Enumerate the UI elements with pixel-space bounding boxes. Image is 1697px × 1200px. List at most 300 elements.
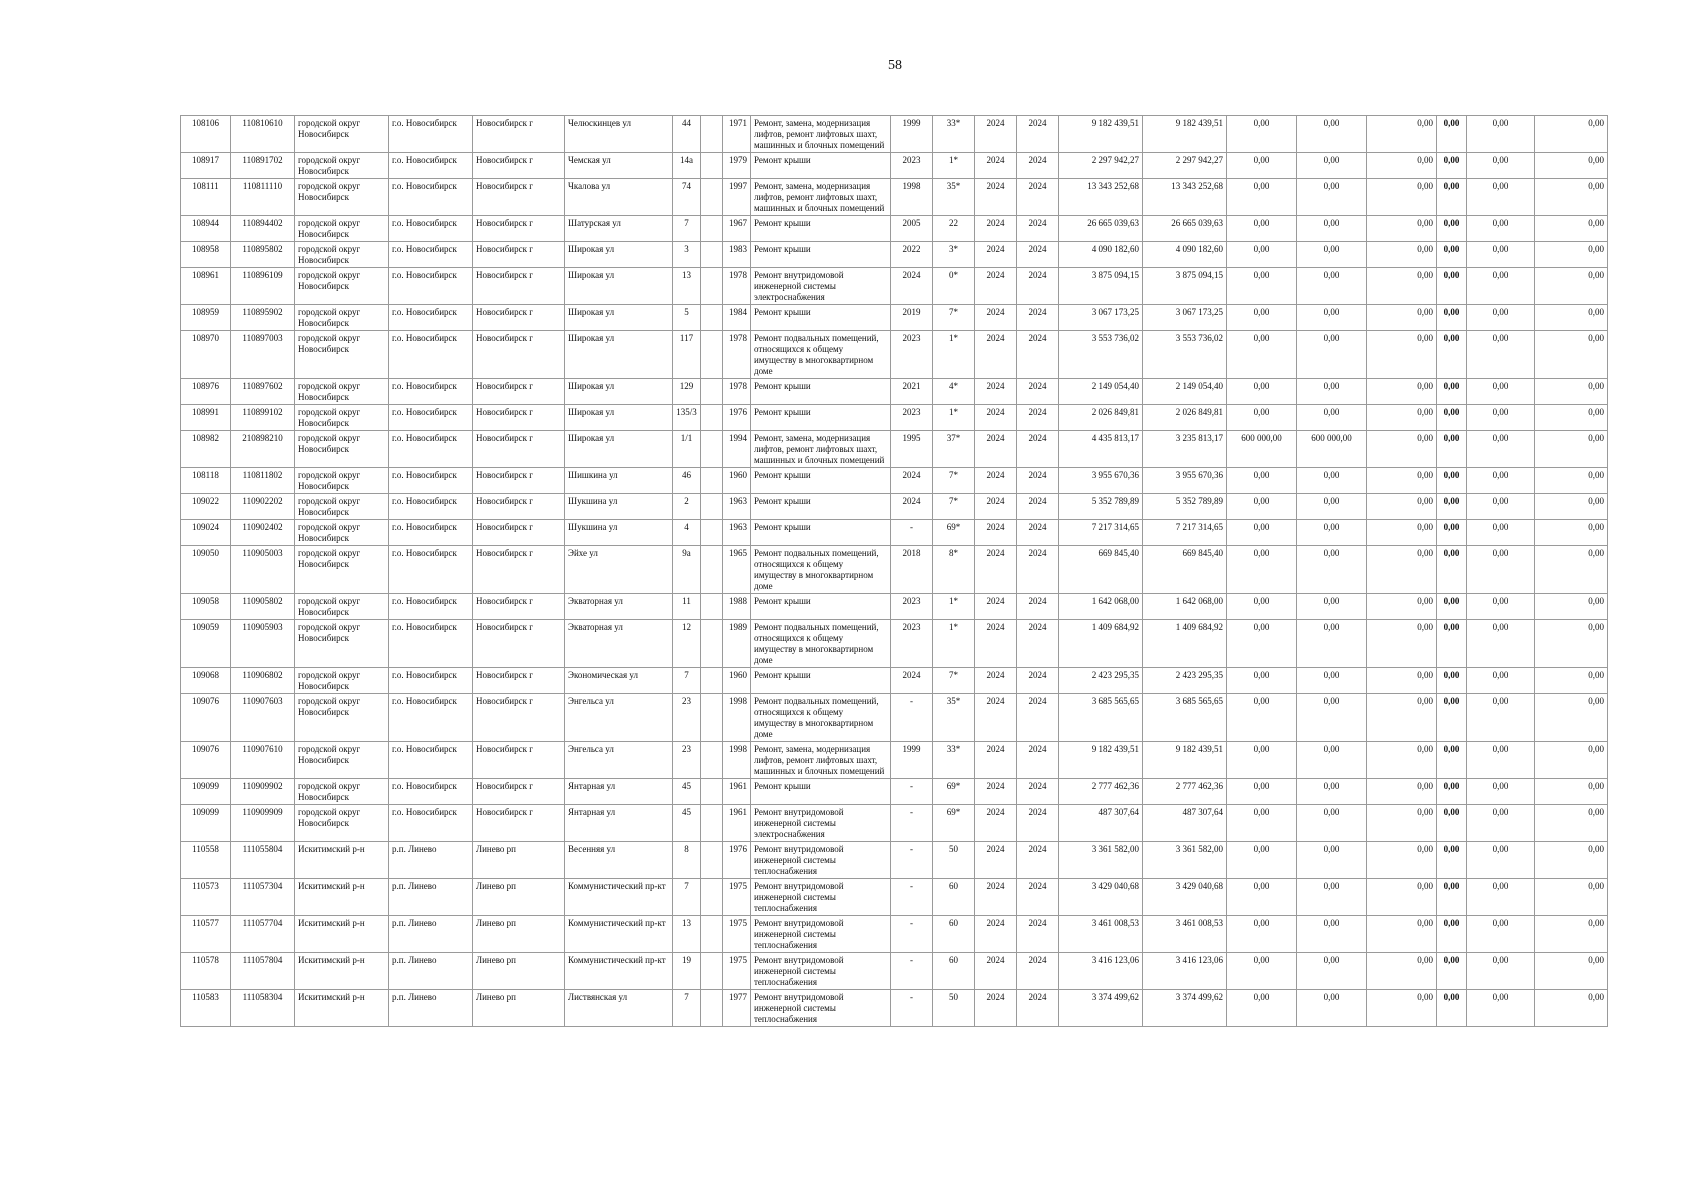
- cell-house-number: 45: [673, 805, 701, 842]
- table-row: [181, 520, 1608, 546]
- cell-wear-percent: 7*: [933, 494, 975, 520]
- cell-locality: Новосибирск г: [473, 668, 565, 694]
- cell-year-built: 1967: [723, 216, 751, 242]
- cell-settlement: г.о. Новосибирск: [389, 742, 473, 779]
- cell-other-cost-1: 0,00: [1367, 242, 1437, 268]
- cell-last-repair-year: 2023: [891, 153, 933, 179]
- cell-end-year: 2024: [1017, 546, 1059, 594]
- cell-house-number: 46: [673, 468, 701, 494]
- cell-budget-cost-1: 0,00: [1227, 494, 1297, 520]
- cell-other-cost-1: 0,00: [1367, 405, 1437, 431]
- table-row: [181, 594, 1608, 620]
- cell-locality: Новосибирск г: [473, 494, 565, 520]
- cell-locality: Новосибирск г: [473, 546, 565, 594]
- cell-budget-cost-2: 0,00: [1297, 331, 1367, 379]
- cell-row-id: 109022: [181, 494, 231, 520]
- cell-other-cost-1: 0,00: [1367, 305, 1437, 331]
- cell-last-repair-year: 1998: [891, 179, 933, 216]
- cell-street: Энгельса ул: [565, 694, 673, 742]
- cell-last-repair-year: 2023: [891, 594, 933, 620]
- cell-settlement: г.о. Новосибирск: [389, 268, 473, 305]
- cell-locality: Линево рп: [473, 879, 565, 916]
- cell-object-code: 110905903: [231, 620, 295, 668]
- cell-last-repair-year: 2021: [891, 379, 933, 405]
- cell-fund-cost: 9 182 439,51: [1143, 116, 1227, 153]
- cell-total-cost: 3 429 040,68: [1059, 879, 1143, 916]
- cell-municipal-district: городской округ Новосибирск: [295, 431, 389, 468]
- cell-other-cost-2: 0,00: [1437, 431, 1467, 468]
- cell-wear-percent: 7*: [933, 305, 975, 331]
- cell-municipal-district: городской округ Новосибирск: [295, 179, 389, 216]
- cell-wear-percent: 1*: [933, 620, 975, 668]
- cell-street: Энгельса ул: [565, 742, 673, 779]
- cell-last-repair-year: 2024: [891, 494, 933, 520]
- cell-other-cost-1: 0,00: [1367, 431, 1437, 468]
- cell-budget-cost-1: 0,00: [1227, 805, 1297, 842]
- cell-street: Шатурская ул: [565, 216, 673, 242]
- table-row: [181, 153, 1608, 179]
- cell-fund-cost: 2 026 849,81: [1143, 405, 1227, 431]
- table-row: [181, 468, 1608, 494]
- cell-end-year: 2024: [1017, 305, 1059, 331]
- cell-house-number: 45: [673, 779, 701, 805]
- page-number: 58: [888, 58, 902, 73]
- cell-budget-cost-1: 0,00: [1227, 153, 1297, 179]
- cell-budget-cost-1: 0,00: [1227, 268, 1297, 305]
- cell-house-number: 12: [673, 620, 701, 668]
- cell-building: [701, 179, 723, 216]
- cell-building: [701, 916, 723, 953]
- cell-object-code: 110909909: [231, 805, 295, 842]
- cell-wear-percent: 1*: [933, 153, 975, 179]
- cell-other-cost-1: 0,00: [1367, 594, 1437, 620]
- cell-building: [701, 468, 723, 494]
- cell-fund-cost: 3 461 008,53: [1143, 916, 1227, 953]
- cell-fund-cost: 5 352 789,89: [1143, 494, 1227, 520]
- cell-end-year: 2024: [1017, 116, 1059, 153]
- cell-object-code: 110811110: [231, 179, 295, 216]
- cell-budget-cost-1: 0,00: [1227, 953, 1297, 990]
- cell-building: [701, 742, 723, 779]
- cell-year-built: 1960: [723, 668, 751, 694]
- cell-settlement: р.п. Линево: [389, 953, 473, 990]
- cell-row-id: 109068: [181, 668, 231, 694]
- cell-start-year: 2024: [975, 468, 1017, 494]
- cell-wear-percent: 4*: [933, 379, 975, 405]
- cell-last-repair-year: 2024: [891, 268, 933, 305]
- cell-other-cost-4: 0,00: [1535, 468, 1608, 494]
- table-row: [181, 805, 1608, 842]
- cell-work-type: Ремонт крыши: [751, 594, 891, 620]
- cell-other-cost-4: 0,00: [1535, 742, 1608, 779]
- cell-end-year: 2024: [1017, 405, 1059, 431]
- cell-locality: Линево рп: [473, 842, 565, 879]
- cell-year-built: 1976: [723, 405, 751, 431]
- cell-other-cost-1: 0,00: [1367, 668, 1437, 694]
- cell-end-year: 2024: [1017, 620, 1059, 668]
- cell-start-year: 2024: [975, 153, 1017, 179]
- table-row: [181, 916, 1608, 953]
- cell-end-year: 2024: [1017, 331, 1059, 379]
- cell-row-id: 108961: [181, 268, 231, 305]
- cell-house-number: 117: [673, 331, 701, 379]
- cell-end-year: 2024: [1017, 494, 1059, 520]
- cell-building: [701, 216, 723, 242]
- cell-other-cost-1: 0,00: [1367, 494, 1437, 520]
- cell-house-number: 11: [673, 594, 701, 620]
- cell-other-cost-2: 0,00: [1437, 953, 1467, 990]
- cell-end-year: 2024: [1017, 842, 1059, 879]
- cell-street: Широкая ул: [565, 405, 673, 431]
- cell-house-number: 7: [673, 216, 701, 242]
- cell-building: [701, 520, 723, 546]
- cell-budget-cost-2: 0,00: [1297, 405, 1367, 431]
- table-row: [181, 242, 1608, 268]
- cell-object-code: 110896109: [231, 268, 295, 305]
- table-row: [181, 620, 1608, 668]
- cell-other-cost-3: 0,00: [1467, 594, 1535, 620]
- table-row: [181, 379, 1608, 405]
- cell-other-cost-1: 0,00: [1367, 468, 1437, 494]
- cell-building: [701, 953, 723, 990]
- cell-budget-cost-2: 0,00: [1297, 153, 1367, 179]
- cell-other-cost-4: 0,00: [1535, 179, 1608, 216]
- cell-fund-cost: 2 297 942,27: [1143, 153, 1227, 179]
- cell-settlement: г.о. Новосибирск: [389, 331, 473, 379]
- cell-other-cost-1: 0,00: [1367, 116, 1437, 153]
- cell-total-cost: 9 182 439,51: [1059, 116, 1143, 153]
- cell-street: Шишкина ул: [565, 468, 673, 494]
- cell-object-code: 110894402: [231, 216, 295, 242]
- cell-budget-cost-1: 0,00: [1227, 468, 1297, 494]
- cell-budget-cost-2: 0,00: [1297, 546, 1367, 594]
- cell-work-type: Ремонт, замена, модернизация лифтов, ремонт лифтовых шахт, машинных и блочных помещений: [751, 116, 891, 153]
- cell-row-id: 109076: [181, 742, 231, 779]
- cell-row-id: 109059: [181, 620, 231, 668]
- cell-year-built: 1960: [723, 468, 751, 494]
- cell-other-cost-1: 0,00: [1367, 153, 1437, 179]
- cell-other-cost-3: 0,00: [1467, 305, 1535, 331]
- cell-budget-cost-1: 0,00: [1227, 842, 1297, 879]
- cell-work-type: Ремонт, замена, модернизация лифтов, ремонт лифтовых шахт, машинных и блочных помещений: [751, 431, 891, 468]
- cell-budget-cost-2: 600 000,00: [1297, 431, 1367, 468]
- cell-row-id: 109058: [181, 594, 231, 620]
- cell-other-cost-2: 0,00: [1437, 331, 1467, 379]
- cell-municipal-district: Искитимский р-н: [295, 879, 389, 916]
- cell-other-cost-1: 0,00: [1367, 331, 1437, 379]
- cell-fund-cost: 3 875 094,15: [1143, 268, 1227, 305]
- cell-wear-percent: 60: [933, 953, 975, 990]
- cell-start-year: 2024: [975, 242, 1017, 268]
- cell-wear-percent: 35*: [933, 694, 975, 742]
- cell-locality: Новосибирск г: [473, 268, 565, 305]
- cell-row-id: 109050: [181, 546, 231, 594]
- cell-budget-cost-1: 0,00: [1227, 379, 1297, 405]
- table-row: [181, 268, 1608, 305]
- cell-building: [701, 405, 723, 431]
- cell-house-number: 135/3: [673, 405, 701, 431]
- cell-work-type: Ремонт крыши: [751, 494, 891, 520]
- cell-year-built: 1984: [723, 305, 751, 331]
- cell-fund-cost: 3 429 040,68: [1143, 879, 1227, 916]
- cell-locality: Новосибирск г: [473, 431, 565, 468]
- cell-last-repair-year: 2024: [891, 668, 933, 694]
- cell-other-cost-3: 0,00: [1467, 668, 1535, 694]
- cell-budget-cost-2: 0,00: [1297, 668, 1367, 694]
- cell-other-cost-3: 0,00: [1467, 620, 1535, 668]
- cell-locality: Новосибирск г: [473, 520, 565, 546]
- cell-house-number: 44: [673, 116, 701, 153]
- table-row: [181, 305, 1608, 331]
- cell-object-code: 110897602: [231, 379, 295, 405]
- cell-year-built: 1961: [723, 779, 751, 805]
- cell-row-id: 110578: [181, 953, 231, 990]
- cell-row-id: 108982: [181, 431, 231, 468]
- cell-work-type: Ремонт подвальных помещений, относящихся к общему имуществу в многоквартирном доме: [751, 546, 891, 594]
- cell-last-repair-year: -: [891, 694, 933, 742]
- cell-building: [701, 842, 723, 879]
- cell-end-year: 2024: [1017, 990, 1059, 1027]
- cell-settlement: р.п. Линево: [389, 842, 473, 879]
- table-row: [181, 431, 1608, 468]
- cell-municipal-district: городской округ Новосибирск: [295, 805, 389, 842]
- cell-budget-cost-2: 0,00: [1297, 916, 1367, 953]
- cell-municipal-district: Искитимский р-н: [295, 916, 389, 953]
- cell-budget-cost-2: 0,00: [1297, 242, 1367, 268]
- cell-year-built: 1971: [723, 116, 751, 153]
- cell-street: Шукшина ул: [565, 520, 673, 546]
- cell-settlement: р.п. Линево: [389, 916, 473, 953]
- cell-work-type: Ремонт крыши: [751, 305, 891, 331]
- table-row: [181, 990, 1608, 1027]
- cell-total-cost: 2 026 849,81: [1059, 405, 1143, 431]
- cell-start-year: 2024: [975, 494, 1017, 520]
- cell-building: [701, 620, 723, 668]
- cell-object-code: 110895902: [231, 305, 295, 331]
- cell-settlement: р.п. Линево: [389, 879, 473, 916]
- cell-budget-cost-1: 0,00: [1227, 742, 1297, 779]
- cell-house-number: 7: [673, 668, 701, 694]
- cell-settlement: г.о. Новосибирск: [389, 494, 473, 520]
- cell-street: Коммунистический пр-кт: [565, 953, 673, 990]
- cell-budget-cost-2: 0,00: [1297, 305, 1367, 331]
- cell-work-type: Ремонт внутридомовой инженерной системы теплоснабжения: [751, 990, 891, 1027]
- cell-end-year: 2024: [1017, 668, 1059, 694]
- cell-budget-cost-1: 600 000,00: [1227, 431, 1297, 468]
- cell-other-cost-4: 0,00: [1535, 520, 1608, 546]
- cell-year-built: 1963: [723, 520, 751, 546]
- cell-other-cost-2: 0,00: [1437, 405, 1467, 431]
- table-row: [181, 694, 1608, 742]
- cell-budget-cost-2: 0,00: [1297, 594, 1367, 620]
- cell-other-cost-3: 0,00: [1467, 520, 1535, 546]
- cell-street: Широкая ул: [565, 268, 673, 305]
- cell-start-year: 2024: [975, 620, 1017, 668]
- cell-building: [701, 546, 723, 594]
- cell-object-code: 110810610: [231, 116, 295, 153]
- cell-other-cost-3: 0,00: [1467, 953, 1535, 990]
- cell-other-cost-3: 0,00: [1467, 405, 1535, 431]
- cell-row-id: 108118: [181, 468, 231, 494]
- cell-budget-cost-2: 0,00: [1297, 494, 1367, 520]
- cell-work-type: Ремонт крыши: [751, 468, 891, 494]
- cell-work-type: Ремонт внутридомовой инженерной системы электроснабжения: [751, 805, 891, 842]
- cell-house-number: 5: [673, 305, 701, 331]
- cell-wear-percent: 60: [933, 879, 975, 916]
- cell-row-id: 108106: [181, 116, 231, 153]
- cell-other-cost-3: 0,00: [1467, 331, 1535, 379]
- cell-wear-percent: 1*: [933, 594, 975, 620]
- cell-municipal-district: Искитимский р-н: [295, 990, 389, 1027]
- cell-year-built: 1998: [723, 742, 751, 779]
- cell-settlement: г.о. Новосибирск: [389, 520, 473, 546]
- cell-budget-cost-2: 0,00: [1297, 468, 1367, 494]
- cell-street: Янтарная ул: [565, 779, 673, 805]
- cell-budget-cost-1: 0,00: [1227, 242, 1297, 268]
- cell-municipal-district: городской округ Новосибирск: [295, 742, 389, 779]
- cell-other-cost-3: 0,00: [1467, 242, 1535, 268]
- cell-row-id: 108991: [181, 405, 231, 431]
- cell-wear-percent: 22: [933, 216, 975, 242]
- cell-last-repair-year: 1995: [891, 431, 933, 468]
- cell-total-cost: 13 343 252,68: [1059, 179, 1143, 216]
- cell-locality: Линево рп: [473, 953, 565, 990]
- cell-house-number: 8: [673, 842, 701, 879]
- cell-start-year: 2024: [975, 742, 1017, 779]
- cell-building: [701, 594, 723, 620]
- cell-house-number: 3: [673, 242, 701, 268]
- cell-fund-cost: 13 343 252,68: [1143, 179, 1227, 216]
- cell-other-cost-3: 0,00: [1467, 379, 1535, 405]
- cell-other-cost-1: 0,00: [1367, 268, 1437, 305]
- cell-work-type: Ремонт крыши: [751, 520, 891, 546]
- cell-other-cost-4: 0,00: [1535, 216, 1608, 242]
- cell-municipal-district: городской округ Новосибирск: [295, 620, 389, 668]
- cell-house-number: 23: [673, 694, 701, 742]
- cell-municipal-district: городской округ Новосибирск: [295, 668, 389, 694]
- cell-other-cost-1: 0,00: [1367, 520, 1437, 546]
- cell-wear-percent: 50: [933, 990, 975, 1027]
- cell-house-number: 13: [673, 916, 701, 953]
- cell-house-number: 129: [673, 379, 701, 405]
- cell-building: [701, 153, 723, 179]
- cell-house-number: 74: [673, 179, 701, 216]
- cell-end-year: 2024: [1017, 468, 1059, 494]
- cell-other-cost-2: 0,00: [1437, 268, 1467, 305]
- cell-budget-cost-1: 0,00: [1227, 179, 1297, 216]
- cell-locality: Новосибирск г: [473, 620, 565, 668]
- cell-street: Весенняя ул: [565, 842, 673, 879]
- cell-start-year: 2024: [975, 268, 1017, 305]
- cell-end-year: 2024: [1017, 779, 1059, 805]
- cell-end-year: 2024: [1017, 879, 1059, 916]
- cell-other-cost-4: 0,00: [1535, 268, 1608, 305]
- cell-wear-percent: 3*: [933, 242, 975, 268]
- cell-budget-cost-1: 0,00: [1227, 546, 1297, 594]
- cell-object-code: 110902402: [231, 520, 295, 546]
- cell-street: Чкалова ул: [565, 179, 673, 216]
- cell-house-number: 9а: [673, 546, 701, 594]
- table-row: [181, 879, 1608, 916]
- cell-start-year: 2024: [975, 694, 1017, 742]
- cell-end-year: 2024: [1017, 594, 1059, 620]
- cell-row-id: 108959: [181, 305, 231, 331]
- cell-budget-cost-1: 0,00: [1227, 116, 1297, 153]
- cell-object-code: 110905003: [231, 546, 295, 594]
- cell-municipal-district: городской округ Новосибирск: [295, 331, 389, 379]
- cell-end-year: 2024: [1017, 179, 1059, 216]
- cell-municipal-district: Искитимский р-н: [295, 842, 389, 879]
- cell-last-repair-year: 2022: [891, 242, 933, 268]
- cell-start-year: 2024: [975, 805, 1017, 842]
- cell-last-repair-year: 2005: [891, 216, 933, 242]
- cell-building: [701, 268, 723, 305]
- cell-total-cost: 2 297 942,27: [1059, 153, 1143, 179]
- cell-fund-cost: 669 845,40: [1143, 546, 1227, 594]
- cell-end-year: 2024: [1017, 694, 1059, 742]
- cell-object-code: 210898210: [231, 431, 295, 468]
- cell-other-cost-4: 0,00: [1535, 153, 1608, 179]
- cell-building: [701, 990, 723, 1027]
- table-row: [181, 668, 1608, 694]
- cell-start-year: 2024: [975, 546, 1017, 594]
- cell-locality: Новосибирск г: [473, 305, 565, 331]
- cell-end-year: 2024: [1017, 953, 1059, 990]
- cell-municipal-district: городской округ Новосибирск: [295, 494, 389, 520]
- cell-row-id: 108958: [181, 242, 231, 268]
- cell-other-cost-2: 0,00: [1437, 620, 1467, 668]
- cell-locality: Новосибирск г: [473, 694, 565, 742]
- cell-end-year: 2024: [1017, 242, 1059, 268]
- cell-start-year: 2024: [975, 216, 1017, 242]
- cell-row-id: 110573: [181, 879, 231, 916]
- cell-object-code: 110909902: [231, 779, 295, 805]
- cell-start-year: 2024: [975, 431, 1017, 468]
- cell-object-code: 111055804: [231, 842, 295, 879]
- cell-last-repair-year: -: [891, 779, 933, 805]
- cell-budget-cost-1: 0,00: [1227, 216, 1297, 242]
- cell-other-cost-4: 0,00: [1535, 546, 1608, 594]
- cell-start-year: 2024: [975, 116, 1017, 153]
- cell-year-built: 1997: [723, 179, 751, 216]
- cell-street: Экваторная ул: [565, 620, 673, 668]
- cell-other-cost-1: 0,00: [1367, 779, 1437, 805]
- cell-other-cost-4: 0,00: [1535, 879, 1608, 916]
- cell-total-cost: 2 423 295,35: [1059, 668, 1143, 694]
- cell-object-code: 110907603: [231, 694, 295, 742]
- cell-other-cost-1: 0,00: [1367, 990, 1437, 1027]
- cell-work-type: Ремонт внутридомовой инженерной системы теплоснабжения: [751, 879, 891, 916]
- cell-object-code: 110907610: [231, 742, 295, 779]
- cell-street: Челюскинцев ул: [565, 116, 673, 153]
- cell-building: [701, 331, 723, 379]
- cell-start-year: 2024: [975, 331, 1017, 379]
- table-row: [181, 842, 1608, 879]
- cell-street: Широкая ул: [565, 379, 673, 405]
- cell-year-built: 1983: [723, 242, 751, 268]
- cell-year-built: 1988: [723, 594, 751, 620]
- table-row: [181, 546, 1608, 594]
- cell-house-number: 13: [673, 268, 701, 305]
- cell-total-cost: 4 435 813,17: [1059, 431, 1143, 468]
- cell-other-cost-1: 0,00: [1367, 842, 1437, 879]
- cell-fund-cost: 3 361 582,00: [1143, 842, 1227, 879]
- cell-locality: Линево рп: [473, 916, 565, 953]
- cell-building: [701, 242, 723, 268]
- cell-locality: Новосибирск г: [473, 742, 565, 779]
- cell-other-cost-1: 0,00: [1367, 620, 1437, 668]
- cell-start-year: 2024: [975, 668, 1017, 694]
